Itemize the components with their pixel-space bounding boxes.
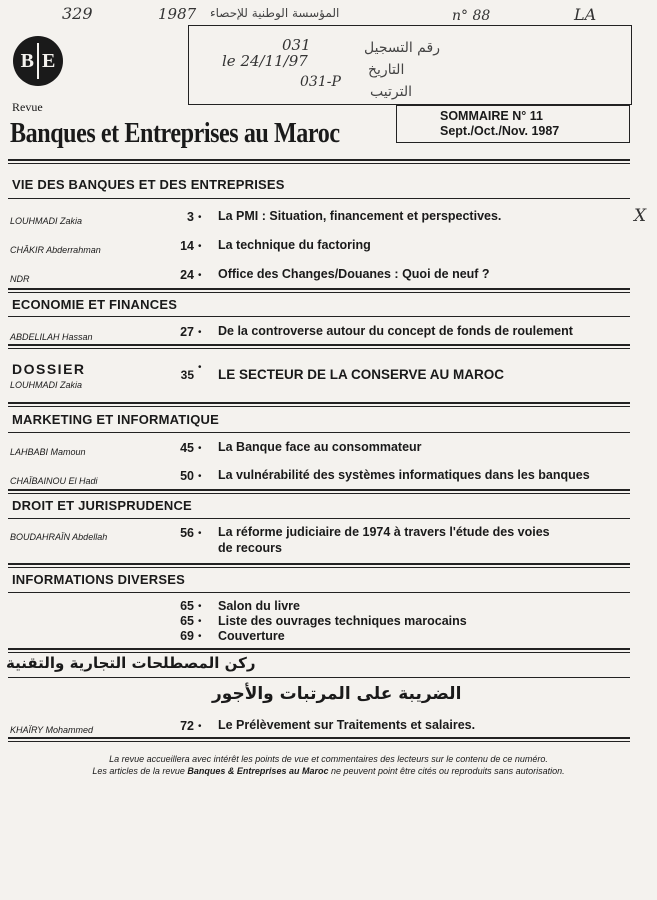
footer-magazine-name: Banques & Entreprises au Maroc — [187, 766, 329, 776]
divider — [8, 344, 630, 349]
stamp-label-order: الترتيب — [370, 84, 412, 100]
handwritten-reg-date: le 24/11/97 — [222, 52, 308, 70]
entry-author: LOUHMADI Zakia — [10, 380, 83, 390]
entry-page: 35 — [180, 368, 194, 382]
margin-mark: X — [634, 206, 647, 226]
entry-page: 65 — [180, 614, 194, 628]
bullet: • — [198, 270, 202, 281]
divider — [8, 737, 630, 742]
bullet: • — [198, 212, 202, 223]
divider — [8, 518, 630, 519]
bullet: • — [198, 528, 202, 539]
bullet: • — [198, 362, 202, 373]
divider — [8, 159, 630, 164]
entry-author: ABDELILAH Hassan — [10, 332, 93, 342]
divider — [8, 648, 630, 653]
footer-line-2 — [0, 766, 657, 776]
bullet: • — [198, 721, 202, 732]
entry-title-continued: de recours — [218, 541, 282, 555]
entry-page: 24 — [180, 268, 194, 282]
entry-page: 65 — [180, 599, 194, 613]
handwritten-ref: 1987 — [158, 5, 197, 23]
section-marketing: MARKETING ET INFORMATIQUE — [12, 412, 219, 427]
bullet: • — [198, 241, 202, 252]
entry-author: CHÂKIR Abderrahman — [10, 245, 101, 255]
entry-title: La réforme judiciaire de 1974 à travers l'étude des voies — [218, 525, 550, 539]
divider — [8, 432, 630, 433]
bullet: • — [198, 443, 202, 454]
entry-author: BOUDAHRAÏN Abdellah — [10, 532, 108, 542]
divider — [8, 563, 630, 568]
magazine-title: Banques et Entreprises au Maroc — [10, 118, 340, 149]
entry-page: 27 — [180, 325, 194, 339]
entry-title: Salon du livre — [218, 599, 300, 613]
divider — [8, 402, 630, 407]
bullet: • — [198, 327, 202, 338]
footer-text: Les articles de la revue — [92, 766, 188, 776]
logo-letter-e: E — [42, 49, 56, 72]
entry-title: De la controverse autour du concept de fonds de roulement — [218, 324, 573, 338]
bullet: • — [198, 601, 202, 612]
sommaire-number: SOMMAIRE N° 11 — [440, 109, 543, 123]
entry-author: CHAÏBAINOU El Hadi — [10, 476, 98, 486]
handwritten-reg-code: 031-P — [300, 74, 341, 90]
section-droit: DROIT ET JURISPRUDENCE — [12, 498, 192, 513]
entry-author: LAHBABI Mamoun — [10, 447, 86, 457]
handwritten-initials: LA — [574, 5, 597, 24]
entry-page: 45 — [180, 441, 194, 455]
entry-author: NDR — [10, 274, 30, 284]
entry-title: Couverture — [218, 629, 285, 643]
section-vie-des-banques: VIE DES BANQUES ET DES ENTREPRISES — [12, 177, 285, 192]
section-informations: INFORMATIONS DIVERSES — [12, 572, 185, 587]
arabic-article-title: الضريبة على المرتبات والأجور — [212, 684, 462, 704]
stamp-arabic-top: المؤسسة الوطنية للإحصاء — [210, 6, 340, 20]
entry-title: La vulnérabilité des systèmes informatiques dans les banques — [218, 468, 590, 482]
entry-title: Le Prélèvement sur Traitements et salaires. — [218, 718, 476, 732]
divider — [8, 592, 630, 593]
footer-text: ne peuvent point être cités ou reproduits sans autorisation. — [328, 766, 565, 776]
handwritten-number: 329 — [62, 4, 93, 23]
divider — [8, 198, 630, 199]
bullet: • — [198, 616, 202, 627]
section-dossier: DOSSIER — [12, 361, 86, 377]
footer-line-1: La revue accueillera avec intérêt les points de vue et commentaires des lecteurs sur le contenu de ce numéro. — [109, 754, 548, 764]
entry-page: 14 — [180, 239, 194, 253]
entry-page: 72 — [180, 719, 194, 733]
entry-page: 3 — [187, 210, 194, 224]
divider — [8, 489, 630, 494]
entry-author: LOUHMADI Zakia — [10, 216, 83, 226]
bullet: • — [198, 631, 202, 642]
divider — [8, 288, 630, 293]
divider — [8, 316, 630, 317]
entry-title: Liste des ouvrages techniques marocains — [218, 614, 467, 628]
entry-title: Office des Changes/Douanes : Quoi de neuf ? — [218, 267, 490, 281]
revue-label: Revue — [12, 100, 43, 114]
entry-title: La Banque face au consommateur — [218, 440, 422, 454]
handwritten-reg-number: 031 — [282, 36, 311, 54]
entry-author: KHAÏRY Mohammed — [10, 725, 94, 735]
bullet: • — [198, 471, 202, 482]
entry-page: 56 — [180, 526, 194, 540]
stamp-label-date: التاريخ — [368, 62, 405, 78]
entry-title: La PMI : Situation, financement et perspectives. — [218, 209, 502, 223]
issue-date: Sept./Oct./Nov. 1987 — [440, 124, 560, 138]
entry-page: 69 — [180, 629, 194, 643]
entry-page: 50 — [180, 469, 194, 483]
entry-title: LE SECTEUR DE LA CONSERVE AU MAROC — [218, 367, 505, 382]
stamp-label-registration: رقم التسجيل — [364, 40, 440, 56]
handwritten-issue-no: n° 88 — [452, 8, 491, 24]
entry-title: La technique du factoring — [218, 238, 371, 252]
section-economie: ECONOMIE ET FINANCES — [12, 297, 178, 312]
divider — [8, 677, 630, 678]
logo-letter-b: B — [20, 49, 34, 72]
logo — [13, 36, 63, 86]
section-arabic-terms: ركن المصطلحات التجارية والتقنية — [6, 654, 256, 672]
